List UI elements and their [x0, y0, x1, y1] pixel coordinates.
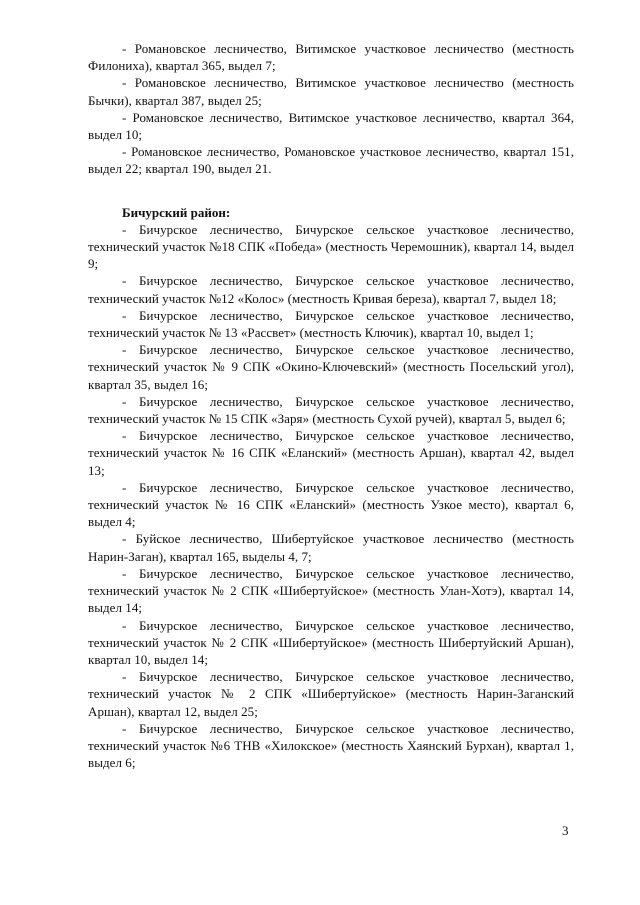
list-item: - Буйское лесничество, Шибертуйское участковое лесничество (местность Нарин-Заган), квартал 165, выделы 4, 7;: [88, 531, 574, 564]
list-item: - Романовское лесничество, Витимское участковое лесничество, квартал 364, выдел 10;: [88, 109, 574, 143]
list-item: - Бичурское лесничество, Бичурское сельское участковое лесничество, технический участок № 15 СПК «Заря» (местность Сухой ручей), квартал 5, выдел 6;: [88, 393, 574, 427]
list-item: - Бичурское лесничество, Бичурское сельское участковое лесничество, технический участок № 2 СПК «Шибертуйское» (местность Улан-Хотэ), квартал 14, выдел 14;: [88, 565, 574, 616]
list-item: - Романовское лесничество, Витимское участковое лесничество (местность Филониха), квартал 365, выдел 7;: [88, 41, 574, 74]
list-item: - Бичурское лесничество, Бичурское сельское участковое лесничество, технический участок №12 «Колос» (местность Кривая береза), квартал 7, выдел 18;: [88, 273, 574, 306]
list-item: - Романовское лесничество, Витимское участковое лесничество (местность Бычки), квартал 387, выдел 25;: [88, 75, 574, 108]
list-item: - Бичурское лесничество, Бичурское сельское участковое лесничество, технический участок №18 СПК «Победа» (местность Черемошник), квартал 14, выдел 9;: [88, 221, 574, 272]
page-number: 3: [562, 823, 569, 838]
list-item: - Бичурское лесничество, Бичурское сельское участковое лесничество, технический участок № 16 СПК «Еланский» (местность Узкое место), квартал 6, выдел 4;: [88, 479, 574, 530]
list-item: - Бичурское лесничество, Бичурское сельское участковое лесничество, технический участок № 2 СПК «Шибертуйское» (местность Шибертуйский Аршан), квартал 10, выдел 14;: [88, 617, 574, 667]
bichursky-list: [88, 221, 574, 772]
list-item: - Бичурское лесничество, Бичурское сельское участковое лесничество, технический участок № 9 СПК «Окино-Ключевский» (местность Посельский угол), квартал 35, выдел 16;: [88, 342, 574, 392]
list-item: - Бичурское лесничество, Бичурское сельское участковое лесничество, технический участок № 2 СПК «Шибертуйское» (местность Нарин-Заганский Аршан), квартал 12, выдел 25;: [88, 669, 574, 719]
section-heading-bichursky: Бичурский район:: [122, 204, 231, 220]
document-body: [88, 40, 574, 771]
list-item: - Романовское лесничество, Романовское участковое лесничество, квартал 151, выдел 22; квартал 190, выдел 21.: [88, 144, 574, 177]
list-item: - Бичурское лесничество, Бичурское сельское участковое лесничество, технический участок № 13 «Рассвет» (местность Ключик), квартал 10, выдел 1;: [88, 307, 574, 341]
romanovsky-list: [88, 40, 574, 178]
list-item: - Бичурское лесничество, Бичурское сельское участковое лесничество, технический участок № 16 СПК «Еланский» (местность Аршан), квартал 42, выдел 13;: [88, 428, 574, 478]
list-item: - Бичурское лесничество, Бичурское сельское участковое лесничество, технический участок №6 ТНВ «Хилокское» (местность Хаянский Бурхан), квартал 1, выдел 6;: [88, 720, 574, 771]
